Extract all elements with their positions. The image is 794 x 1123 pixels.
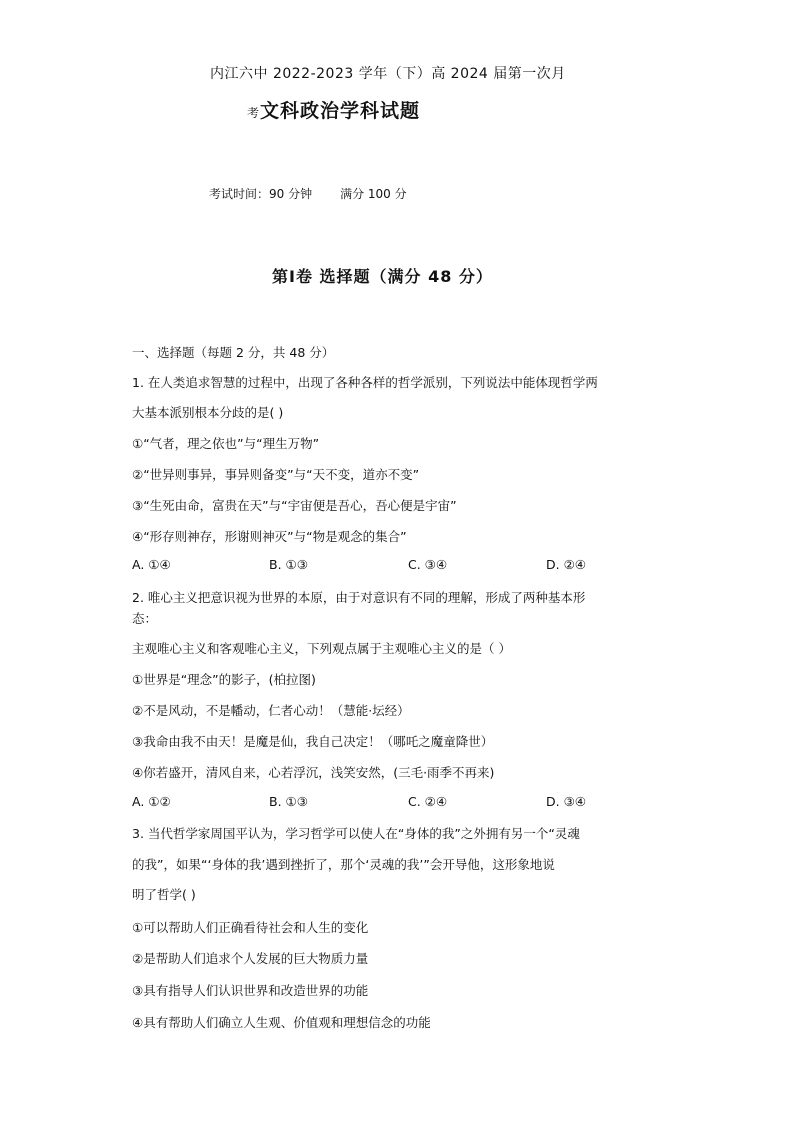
- option-a: A. ①④: [132, 557, 171, 572]
- option-a: A. ①②: [132, 794, 171, 809]
- question-3-stem-line1: 3. 当代哲学家周国平认为，学习哲学可以使人在“身体的我”之外拥有另一个“灵魂: [132, 826, 580, 841]
- question-3-stem-line2: 的我”，如果“‘身体的我’遇到挫折了，那个‘灵魂的我’”会开导他，这形象地说: [132, 857, 555, 872]
- question-3-item: ②是帮助人们追求个人发展的巨大物质力量: [132, 951, 369, 966]
- option-d: D. ③④: [546, 794, 586, 809]
- question-3-item: ④具有帮助人们确立人生观、价值观和理想信念的功能: [132, 1015, 431, 1030]
- option-b: B. ①③: [269, 557, 308, 572]
- option-d: D. ②④: [546, 557, 586, 572]
- question-1-item: ③“生死由命，富贵在天”与“宇宙便是吾心，吾心便是宇宙”: [132, 498, 457, 513]
- question-3-stem-line3: 明了哲学( ): [132, 887, 196, 902]
- question-1-item: ①“气者，理之依也”与“理生万物”: [132, 436, 320, 451]
- option-c: C. ③④: [408, 557, 448, 572]
- question-2-stem-line1: 2. 唯心主义把意识视为世界的本原，由于对意识有不同的理解，形成了两种基本形: [132, 590, 586, 605]
- exam-title-line1: 内江六中 2022-2023 学年（下）高 2024 届第一次月: [210, 66, 566, 82]
- question-2-stem-line3: 主观唯心主义和客观唯心主义，下列观点属于主观唯心主义的是（ ）: [132, 641, 511, 656]
- exam-title-prefix: 考: [247, 106, 261, 120]
- option-c: C. ②④: [408, 794, 448, 809]
- exam-time: 考试时间：90 分钟: [209, 187, 313, 201]
- exam-meta: [209, 185, 407, 202]
- question-2-item: ③我命由我不由天！是魔是仙，我自己决定！（哪吒之魔童降世）: [132, 734, 494, 749]
- exam-title-line2: [247, 96, 420, 123]
- section-heading: 一、选择题（每题 2 分，共 48 分）: [132, 345, 335, 360]
- question-1-item: ②“世异则事异，事异则备变”与“天不变，道亦不变”: [132, 467, 420, 482]
- question-1-options: [132, 557, 652, 573]
- question-3-item: ①可以帮助人们正确看待社会和人生的变化: [132, 920, 369, 935]
- exam-subject-title: 文科政治学科试题: [260, 100, 421, 122]
- question-2-item: ②不是风动，不是幡动，仁者心动！（慧能·坛经）: [132, 703, 410, 718]
- question-2-options: [132, 794, 652, 810]
- question-3-item: ③具有指导人们认识世界和改造世界的功能: [132, 983, 369, 998]
- question-2-stem-line2: 态：: [132, 611, 158, 626]
- question-1-stem-line2: 大基本派别根本分歧的是( ): [132, 405, 284, 420]
- full-score: 满分 100 分: [340, 187, 407, 201]
- question-1-item: ④“形存则神存，形谢则神灭”与“物是观念的集合”: [132, 529, 407, 544]
- question-1-stem-line1: 1. 在人类追求智慧的过程中，出现了各种各样的哲学派别，下列说法中能体现哲学两: [132, 375, 598, 390]
- option-b: B. ①③: [269, 794, 308, 809]
- question-2-item: ④你若盛开，清风自来，心若浮沉，浅笑安然，(三毛·雨季不再来): [132, 765, 495, 780]
- section-title: 第Ⅰ卷 选择题（满分 48 分）: [272, 267, 493, 286]
- question-2-item: ①世界是“理念”的影子，(柏拉图): [132, 672, 316, 687]
